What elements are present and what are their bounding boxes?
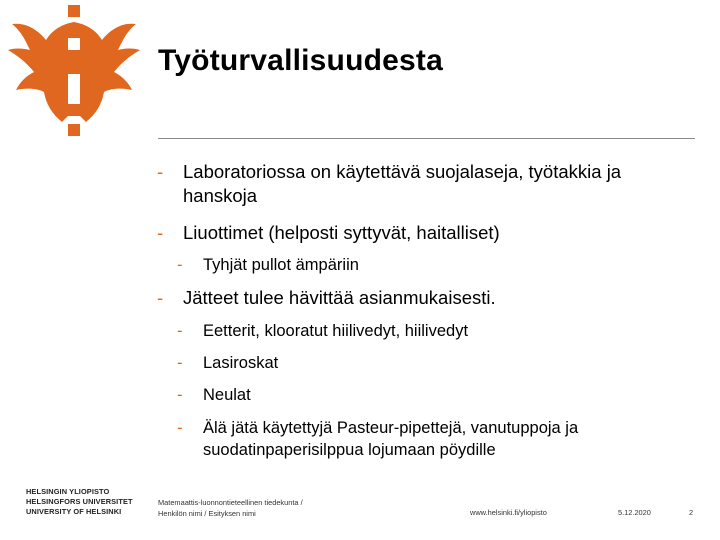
page-number: 2 bbox=[689, 508, 694, 517]
bullet-item bbox=[157, 160, 693, 208]
bullet-text: Tyhjät pullot ämpäriin bbox=[203, 256, 359, 274]
bullet-text: Eetterit, klooratut hiilivedyt, hiilivedyt bbox=[203, 322, 469, 340]
bullet-marker: - bbox=[177, 419, 183, 437]
sub-bullet-item bbox=[177, 352, 693, 374]
bullet-marker: - bbox=[177, 322, 183, 340]
sub-bullet-item bbox=[177, 254, 693, 276]
footer-url: www.helsinki.fi/yliopisto bbox=[470, 508, 547, 517]
bullet-text: Älä jätä käytettyjä Pasteur-pipettejä, vanutuppoja ja suodatinpaperisilppua lojumaan pöydille bbox=[203, 419, 579, 459]
bullet-item bbox=[157, 286, 693, 310]
footer-date: 5.12.2020 bbox=[618, 508, 651, 517]
university-name-sv: HELSINGFORS UNIVERSITET bbox=[26, 497, 133, 506]
bullet-text: Jätteet tulee hävittää asianmukaisesti. bbox=[183, 287, 496, 308]
footer-faculty: Matemaattis-luonnontieteellinen tiedekunta / bbox=[158, 498, 303, 507]
sub-bullet-item bbox=[177, 384, 693, 406]
bullet-marker: - bbox=[157, 222, 164, 243]
sub-bullet-item bbox=[177, 320, 693, 342]
slide-title: Työturvallisuudesta bbox=[158, 44, 443, 77]
bullet-text: Liuottimet (helposti syttyvät, haitalliset) bbox=[183, 222, 500, 243]
bullet-marker: - bbox=[157, 161, 164, 182]
bullet-marker: - bbox=[177, 386, 183, 404]
bullet-text: Neulat bbox=[203, 386, 251, 404]
university-name bbox=[26, 487, 133, 517]
bullet-marker: - bbox=[157, 287, 164, 308]
bullet-text: Laboratoriossa on käytettävä suojalaseja, työtakkia ja hanskoja bbox=[183, 161, 622, 206]
university-name-en: UNIVERSITY OF HELSINKI bbox=[26, 507, 122, 516]
footer-presenter: Henkilön nimi / Esityksen nimi bbox=[158, 509, 256, 518]
sub-bullet-item bbox=[177, 417, 693, 461]
footer-presentation-info bbox=[158, 497, 303, 519]
university-name-fi: HELSINGIN YLIOPISTO bbox=[26, 487, 110, 496]
bullet-text: Lasiroskat bbox=[203, 354, 279, 372]
bullet-marker: - bbox=[177, 256, 183, 274]
bullet-item bbox=[157, 221, 693, 245]
bullet-marker: - bbox=[177, 354, 183, 372]
